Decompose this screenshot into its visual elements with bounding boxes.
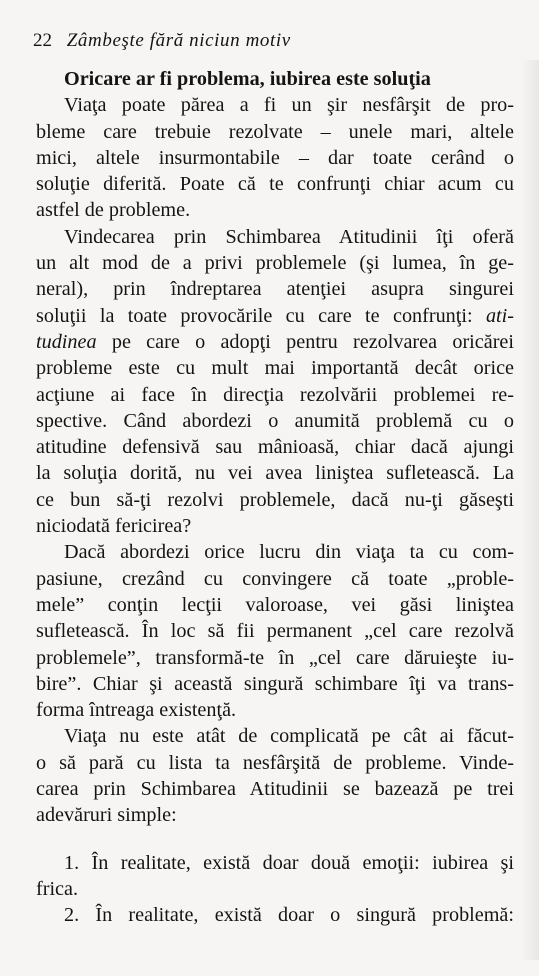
text-line: Vindecarea prin Schimbarea Atitudinii îţi oferă [64,225,514,248]
text-line: probleme este cu mult mai importantă decât orice [36,357,514,380]
text-line: spective. Când abordezi o anumită problemă cu o [36,409,514,432]
body-text [36,66,514,929]
text-line: problemele”, transformă-te în „cel care dăruieşte iu- [36,646,514,669]
numbered-list [36,850,514,929]
text-line: bleme care trebuie rezolvate – unele mari, altele [36,120,514,143]
emphasis-text: ati- [485,304,514,327]
text-run: soluţii la toate provocările cu care te confrunţi: [36,304,486,327]
text-line: Dacă abordezi orice lucru din viaţa ta cu com- [64,541,514,564]
list-item-1: 1. În realitate, există doar două emoţii: iubirea şi [64,851,514,874]
text-line: astfel de probleme. [36,199,191,222]
section-heading: Oricare ar fi problema, iubirea este soluţia [64,68,431,90]
text-line: adevăruri simple: [36,804,177,827]
paragraph-1 [36,92,514,223]
text-line [36,329,514,355]
text-line: la soluţia dorită, nu vei avea liniştea sufletească. La [36,462,514,485]
running-header [33,30,291,52]
text-line: forma întreaga existenţă. [36,699,237,722]
text-line: acţiune ai face în direcţia rezolvării problemei re- [36,383,514,406]
text-line: soluţie diferită. Poate că te confrunţi chiar acum cu [36,173,514,196]
emphasis-text: tudinea [36,330,97,353]
paragraph-2 [36,224,514,540]
text-line: atitudine defensivă sau mânioasă, chiar dacă ajungi [36,436,514,459]
text-line [36,303,514,329]
text-line: ce bun să-ţi rezolvi problemele, dacă nu-ţi găseşti [36,488,514,511]
paragraph-4 [36,723,514,828]
list-item-1-continuation: frica. [36,877,79,900]
text-line: un alt mod de a privi problemele (şi lumea, în ge- [36,252,514,275]
paragraph-3 [36,539,514,723]
text-line: o să pară cu lista ta nesfârşită de probleme. Vinde- [36,751,514,774]
page-number: 22 [33,30,52,51]
text-line: sufletească. În loc să fii permanent „cel care rezolvă [36,620,514,643]
text-line: mici, altele insurmontabile – dar toate cerând o [36,146,514,169]
text-line: niciodată fericirea? [36,515,192,538]
text-line: carea prin Schimbarea Atitudinii se bazează pe trei [36,778,514,801]
list-item-2: 2. În realitate, există doar o singură problemă: [64,904,514,927]
text-line: Viaţa poate părea a fi un şir nesfârşit de pro- [64,94,514,117]
book-title: Zâmbeşte fără niciun motiv [66,30,291,51]
text-line: bire”. Chiar şi această singură schimbare îţi va trans- [36,672,514,695]
text-run: pe care o adopţi pentru rezolvarea oricărei [96,330,514,353]
text-line: mele” conţin lecţii valoroase, vei găsi liniştea [36,593,514,616]
paragraph-gap [36,829,514,850]
text-line: neral), prin îndreptarea atenţiei asupra singurei [36,278,514,301]
page-edge-shadow [521,60,539,960]
text-line: pasiune, crezând cu convingere că toate „proble- [36,567,514,590]
text-line: Viaţa nu este atât de complicată pe cât ai făcut- [64,725,514,748]
